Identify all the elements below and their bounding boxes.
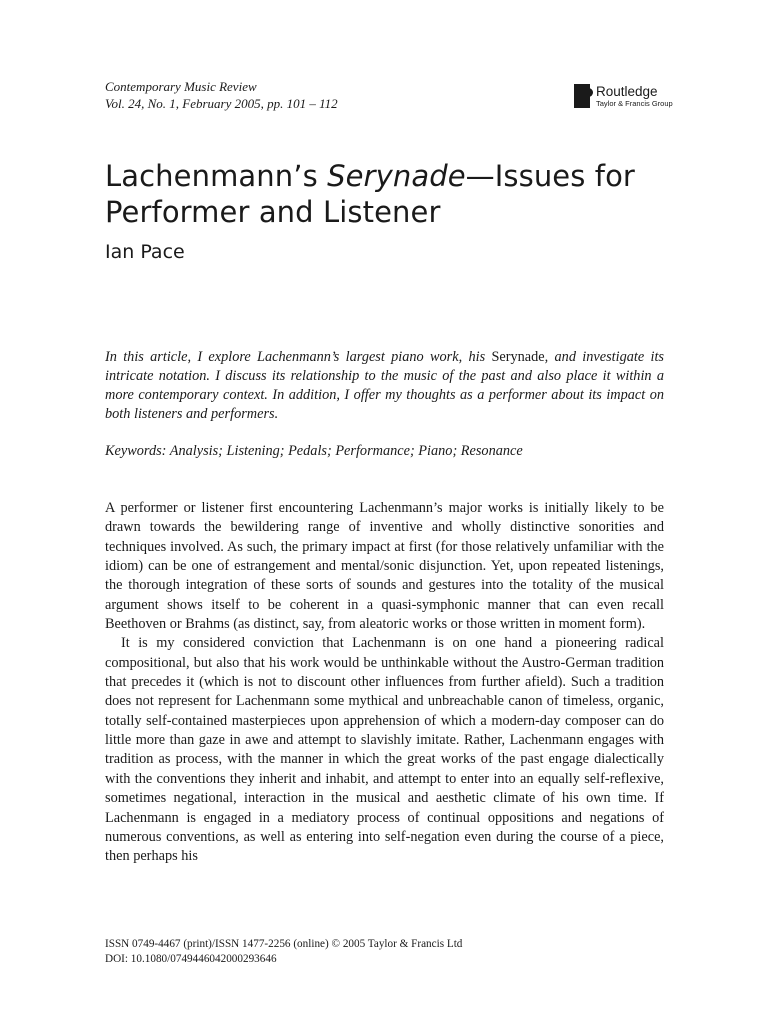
publisher-logo <box>574 84 673 108</box>
body-paragraph: A performer or listener first encountering Lachenmann’s major works is initially likely to be drawn towards the bewildering range of inventive and wholly distinctive sonorities and techniques involved. As such, the primary impact at first (for those relatively unfamiliar with the idiom) can be one of estrangement and mental/sonic disjunction. Yet, upon repeated listenings, the thorough integration of these sorts of sounds and gestures into the totality of the musical argument shows itself to be coherent in a quasi-symphonic manner that can even recall Beethoven or Brahms (as distinct, say, from aleatoric works or those written in moment form). <box>105 500 664 633</box>
journal-header <box>105 78 338 112</box>
abstract-work: Serynade <box>491 349 545 365</box>
issn-line: ISSN 0749-4467 (print)/ISSN 1477-2256 (online) © 2005 Taylor & Francis Ltd <box>105 938 463 950</box>
abstract <box>105 348 664 424</box>
journal-citation: Vol. 24, No. 1, February 2005, pp. 101 – 112 <box>105 96 338 111</box>
publisher-name: Routledge <box>596 84 658 99</box>
article-body <box>105 499 664 867</box>
abstract-text-after: , and investigate its intricate notation. I discuss its relationship to the music of the past and also place it within a more contemporary context. In addition, I offer my thoughts as a performer about its impact on both listeners and performers. <box>105 349 665 422</box>
journal-name: Contemporary Music Review <box>105 79 257 94</box>
title-work: Serynade <box>327 159 466 193</box>
page-footer <box>105 937 462 967</box>
keywords: Keywords: Analysis; Listening; Pedals; Performance; Piano; Resonance <box>105 443 523 459</box>
doi-line: DOI: 10.1080/0749446042000293646 <box>105 953 277 965</box>
body-paragraph: It is my considered conviction that Lachenmann is on one hand a pioneering radical compositional, but also that his work would be unthinkable without the Austro-German tradition that precedes it (which is not to discount other influences from further afield). Such a tradition does not represent for Lachenmann some mythical and unbreachable canon of timeless, organic, totally self-contained masterpieces upon apprehension of which a modern-day composer can do little more than gaze in awe and attempt to slavishly imitate. Rather, Lachenmann engages with tradition as process, with the manner in which the great works of the past engage dialectically with the conventions they inherit and inhabit, and attempt to enter into an equally self-reflexive, sometimes negational, interaction in the musical and aesthetic climate of his own time. If Lachenmann is engaged in a mediatory process of continual oppositions and negations of numerous conventions, as well as entering into self-negation even during the course of a piece, then perhaps his <box>105 635 664 865</box>
routledge-logo-icon <box>574 84 590 108</box>
publisher-text <box>596 84 673 108</box>
title-part1: Lachenmann’s <box>105 159 328 193</box>
publisher-group: Taylor & Francis Group <box>596 99 673 108</box>
abstract-text-before: In this article, I explore Lachenmann’s largest piano work, his <box>105 349 492 365</box>
article-title <box>105 158 705 230</box>
title-part2: —Issues for Performer and Listener <box>105 159 635 229</box>
article-author: Ian Pace <box>105 241 185 263</box>
